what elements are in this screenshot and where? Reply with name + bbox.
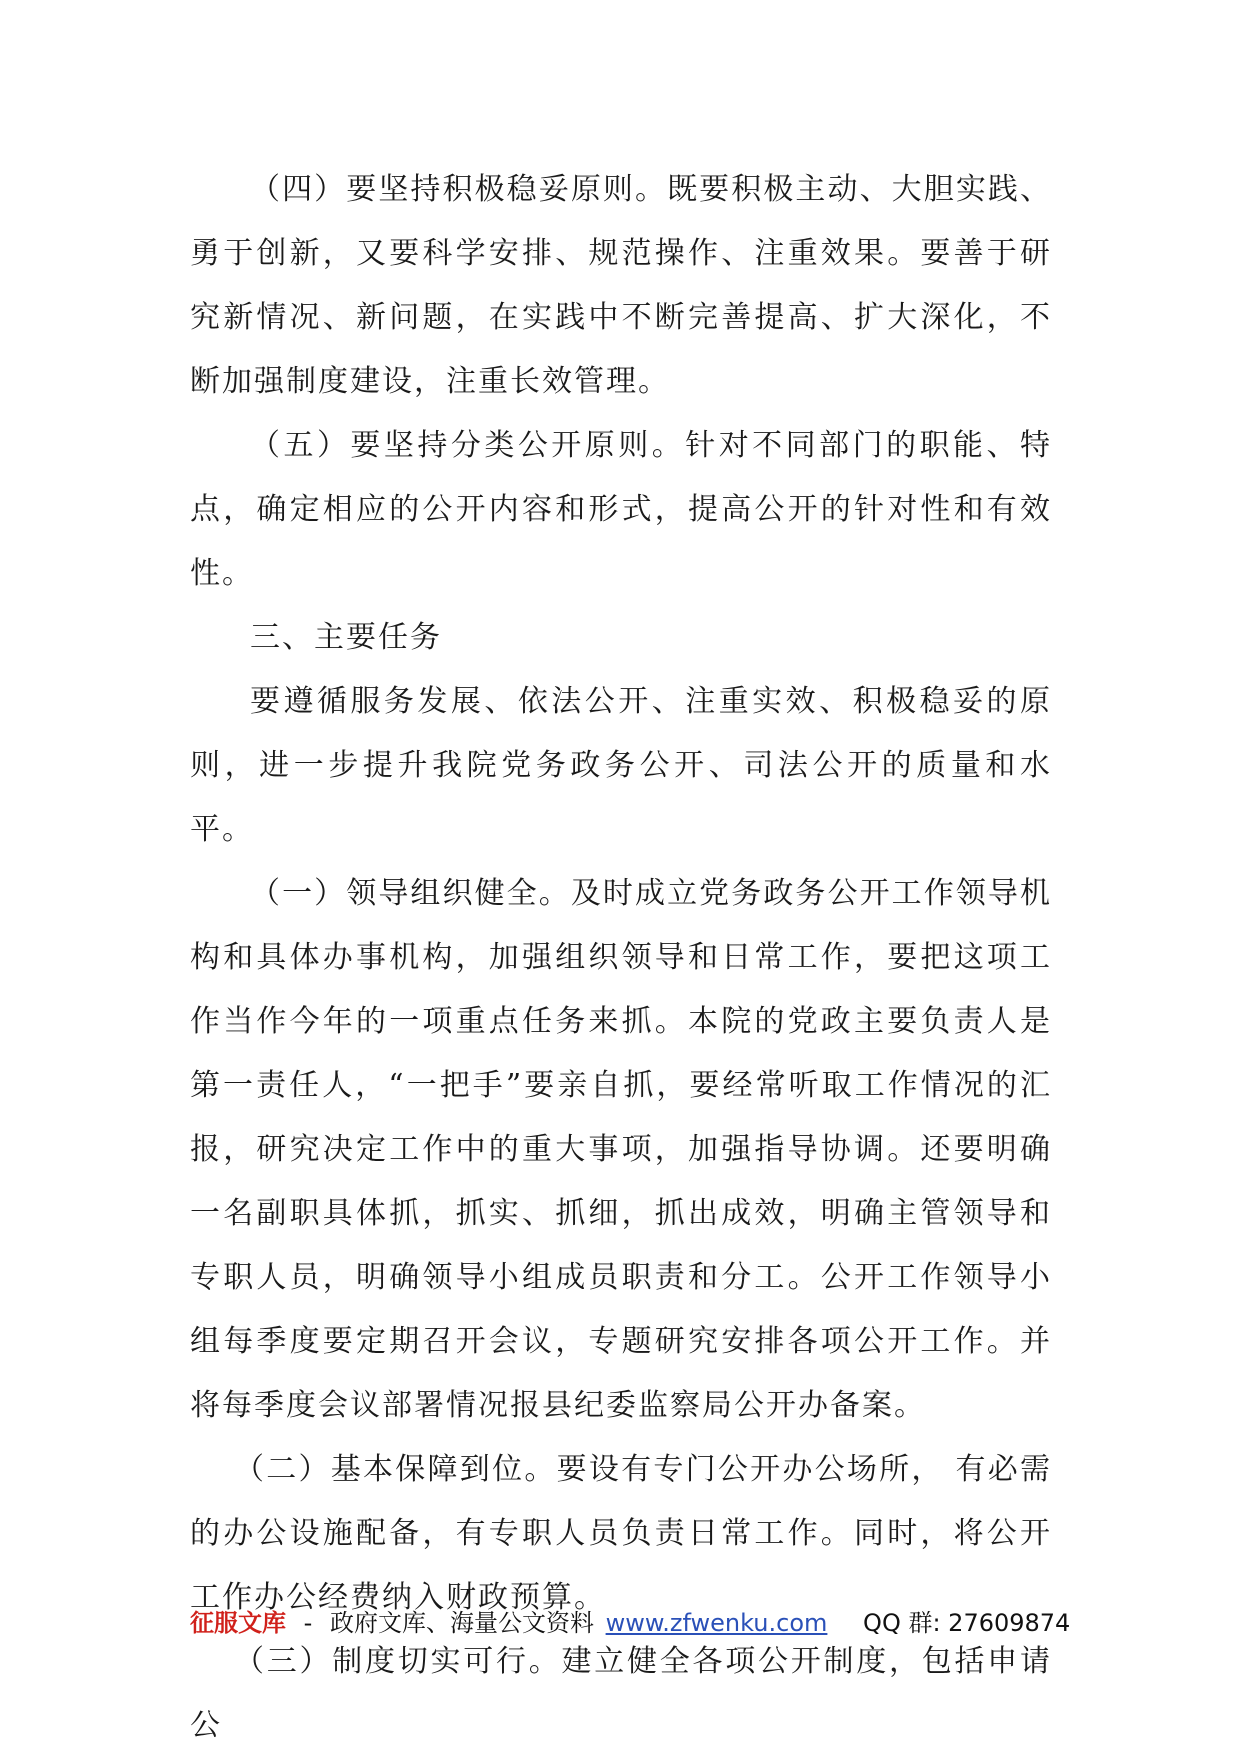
document-body	[190, 158, 1052, 1758]
footer-url-link[interactable]: www.zfwenku.com	[605, 1609, 828, 1637]
footer-qq-group: QQ 群: 27609874	[863, 1609, 1071, 1637]
paragraph-task-2: （二）基本保障到位。要设有专门公开办公场所， 有必需的办公设施配备，有专职人员负责日常工作。同时，将公开工作办公经费纳入财政预算。	[190, 1452, 1052, 1615]
footer-brand: 征服文库	[190, 1609, 286, 1637]
paragraph-task-1: （一）领导组织健全。及时成立党务政务公开工作领导机构和具体办事机构，加强组织领导和日常工作，要把这项工作当作今年的一项重点任务来抓。本院的党政主要负责人是第一责任人，“一把手”要亲自抓，要经常听取工作情况的汇报，研究决定工作中的重大事项，加强指导协调。还要明确一名副职具体抓，抓实、抓细，抓出成效，明确主管领导和专职人员，明确领导小组成员职责和分工。公开工作领导小组每季度要定期召开会议，专题研究安排各项公开工作。并将每季度会议部署情况报县纪委监察局公开办备案。	[190, 876, 1052, 1423]
section-heading-main-tasks: 三、主要任务	[250, 620, 442, 655]
page-footer	[190, 1603, 1071, 1643]
footer-separator: -	[303, 1609, 313, 1637]
paragraph-principle-5: （五）要坚持分类公开原则。针对不同部门的职能、特点，确定相应的公开内容和形式，提高公开的针对性和有效性。	[190, 428, 1052, 591]
footer-description: 政府文库、海量公文资料	[329, 1609, 594, 1637]
paragraph-principle-4: （四）要坚持积极稳妥原则。既要积极主动、大胆实践、勇于创新，又要科学安排、规范操作、注重效果。要善于研究新情况、新问题，在实践中不断完善提高、扩大深化，不断加强制度建设，注重长效管理。	[190, 172, 1052, 399]
paragraph-task-3: （三）制度切实可行。建立健全各项公开制度，包括申请公	[190, 1644, 1052, 1743]
paragraph-tasks-intro: 要遵循服务发展、依法公开、注重实效、积极稳妥的原则，进一步提升我院党务政务公开、司法公开的质量和水平。	[190, 684, 1052, 847]
